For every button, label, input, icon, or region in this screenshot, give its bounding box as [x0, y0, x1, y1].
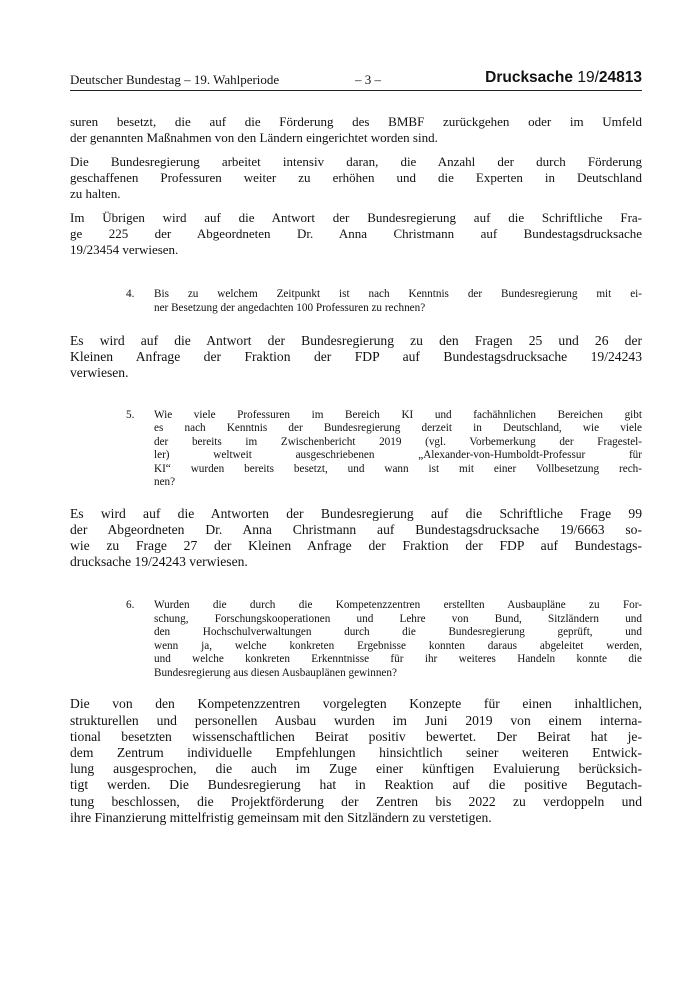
text-line: Es wird auf die Antwort der Bundesregierung zu den Fragen 25 und 26 der: [70, 333, 642, 348]
header-parliament-term: Deutscher Bundestag – 19. Wahlperiode: [70, 72, 280, 87]
question-number: 5.: [126, 408, 135, 421]
question-number: 4.: [126, 288, 135, 300]
text-line: nen?: [154, 476, 176, 489]
text-line: Die Bundesregierung arbeitet intensiv daran, die Anzahl der durch Förderung: [70, 154, 642, 169]
document-number: [485, 69, 642, 87]
text-line: Wurden die durch die Kompetenzzentren erstellten Ausbaupläne zu For-: [154, 599, 642, 612]
text-line: den Hochschulverwaltungen durch die Bundesregierung geprüft, und: [154, 626, 642, 639]
page-number: – 3 –: [355, 72, 381, 87]
document-number-label: Drucksache: [485, 69, 574, 86]
question-6: [126, 599, 642, 680]
answer-4: [70, 333, 642, 382]
text-line: KI“ wurden bereits besetzt, und wann ist mit einer Vollbesetzung rech-: [154, 462, 642, 475]
text-line: es nach Kenntnis der Bundesregierung derzeit in Deutschland, wie viele: [154, 422, 642, 435]
text-line: dem Zentrum individuelle Empfehlungen hinsichtlich seiner weiteren Entwick-: [70, 745, 642, 761]
document-number-value: 24813: [598, 69, 642, 86]
text-line: ge 225 der Abgeordneten Dr. Anna Christmann auf Bundestagsdrucksache: [70, 226, 642, 241]
text-line: ler) weltweit ausgeschriebenen „Alexander-von-Humboldt-Professur für: [154, 449, 642, 462]
text-line: verwiesen.: [70, 365, 129, 381]
page-body: [70, 114, 642, 826]
text-line: Im Übrigen wird auf die Antwort der Bundesregierung auf die Schriftliche Fra-: [70, 210, 642, 225]
text-line: ner Besetzung der angedachten 100 Professuren zu rechnen?: [154, 301, 426, 314]
text-line: geschaffenen Professuren weiter zu erhöhen und die Experten in Deutschland: [70, 170, 642, 185]
question-4: [126, 288, 642, 315]
document-number-prefix: 19/: [577, 69, 599, 86]
text-line: der genannten Maßnahmen von den Ländern eingerichtet worden sind.: [70, 130, 438, 145]
text-line: der Abgeordneten Dr. Anna Christmann auf Bundestagsdrucksache 19/6663 so-: [70, 521, 642, 537]
page-header: [70, 70, 642, 91]
text-line: drucksache 19/24243 verwiesen.: [70, 554, 248, 570]
answer-paragraph: [70, 210, 642, 258]
answer-paragraph-continued: [70, 114, 642, 146]
text-line: wie zu Frage 27 der Kleinen Anfrage der Fraktion der FDP auf Bundestags-: [70, 538, 642, 554]
text-line: tional besetzten wissenschaftlichen Beirat positiv bewertet. Der Beirat hat je-: [70, 728, 642, 744]
text-line: Kleinen Anfrage der Fraktion der FDP auf Bundestagsdrucksache 19/24243: [70, 349, 642, 365]
text-line: suren besetzt, die auf die Förderung des BMBF zurückgehen oder im Umfeld: [70, 114, 642, 129]
answer-5: [70, 506, 642, 571]
text-line: Wie viele Professuren im Bereich KI und fachähnlichen Bereichen gibt: [154, 408, 642, 421]
question-number: 6.: [126, 599, 135, 612]
text-line: tigt werden. Die Bundesregierung hat in Reaktion auf die positive Begutach-: [70, 777, 642, 793]
text-line: wenn ja, welche konkreten Ergebnisse konnten daraus abgeleitet werden,: [154, 639, 642, 652]
text-line: schung, Forschungskooperationen und Lehre von Bund, Sitzländern und: [154, 612, 642, 625]
text-line: ihre Finanzierung mittelfristig gemeinsam mit den Sitzländern zu verstetigen.: [70, 809, 492, 825]
text-line: und welche konkreten Erkenntnisse für ihr weiteres Handeln konnte die: [154, 653, 642, 666]
text-line: tung beschlossen, die Projektförderung der Zentren bis 2022 zu verdoppeln und: [70, 793, 642, 809]
text-line: Bis zu welchem Zeitpunkt ist nach Kenntnis der Bundesregierung mit ei-: [154, 288, 642, 300]
text-line: Es wird auf die Antworten der Bundesregierung auf die Schriftliche Frage 99: [70, 505, 642, 521]
text-line: Die von den Kompetenzzentren vorgelegten Konzepte für einen inhaltlichen,: [70, 696, 642, 712]
answer-6: [70, 696, 642, 826]
text-line: lung ausgesprochen, die auch im Zuge einer künftigen Evaluierung berücksich-: [70, 761, 642, 777]
text-line: zu halten.: [70, 186, 121, 201]
answer-paragraph: [70, 154, 642, 202]
text-line: Bundesregierung aus diesen Ausbauplänen gewinnen?: [154, 666, 397, 679]
question-5: [126, 409, 642, 490]
text-line: der bereits im Zwischenbericht 2019 (vgl. Vorbemerkung der Fragestel-: [154, 435, 642, 448]
text-line: strukturellen und personellen Ausbau wurden im Juni 2019 von einem interna-: [70, 712, 642, 728]
text-line: 19/23454 verwiesen.: [70, 242, 179, 257]
